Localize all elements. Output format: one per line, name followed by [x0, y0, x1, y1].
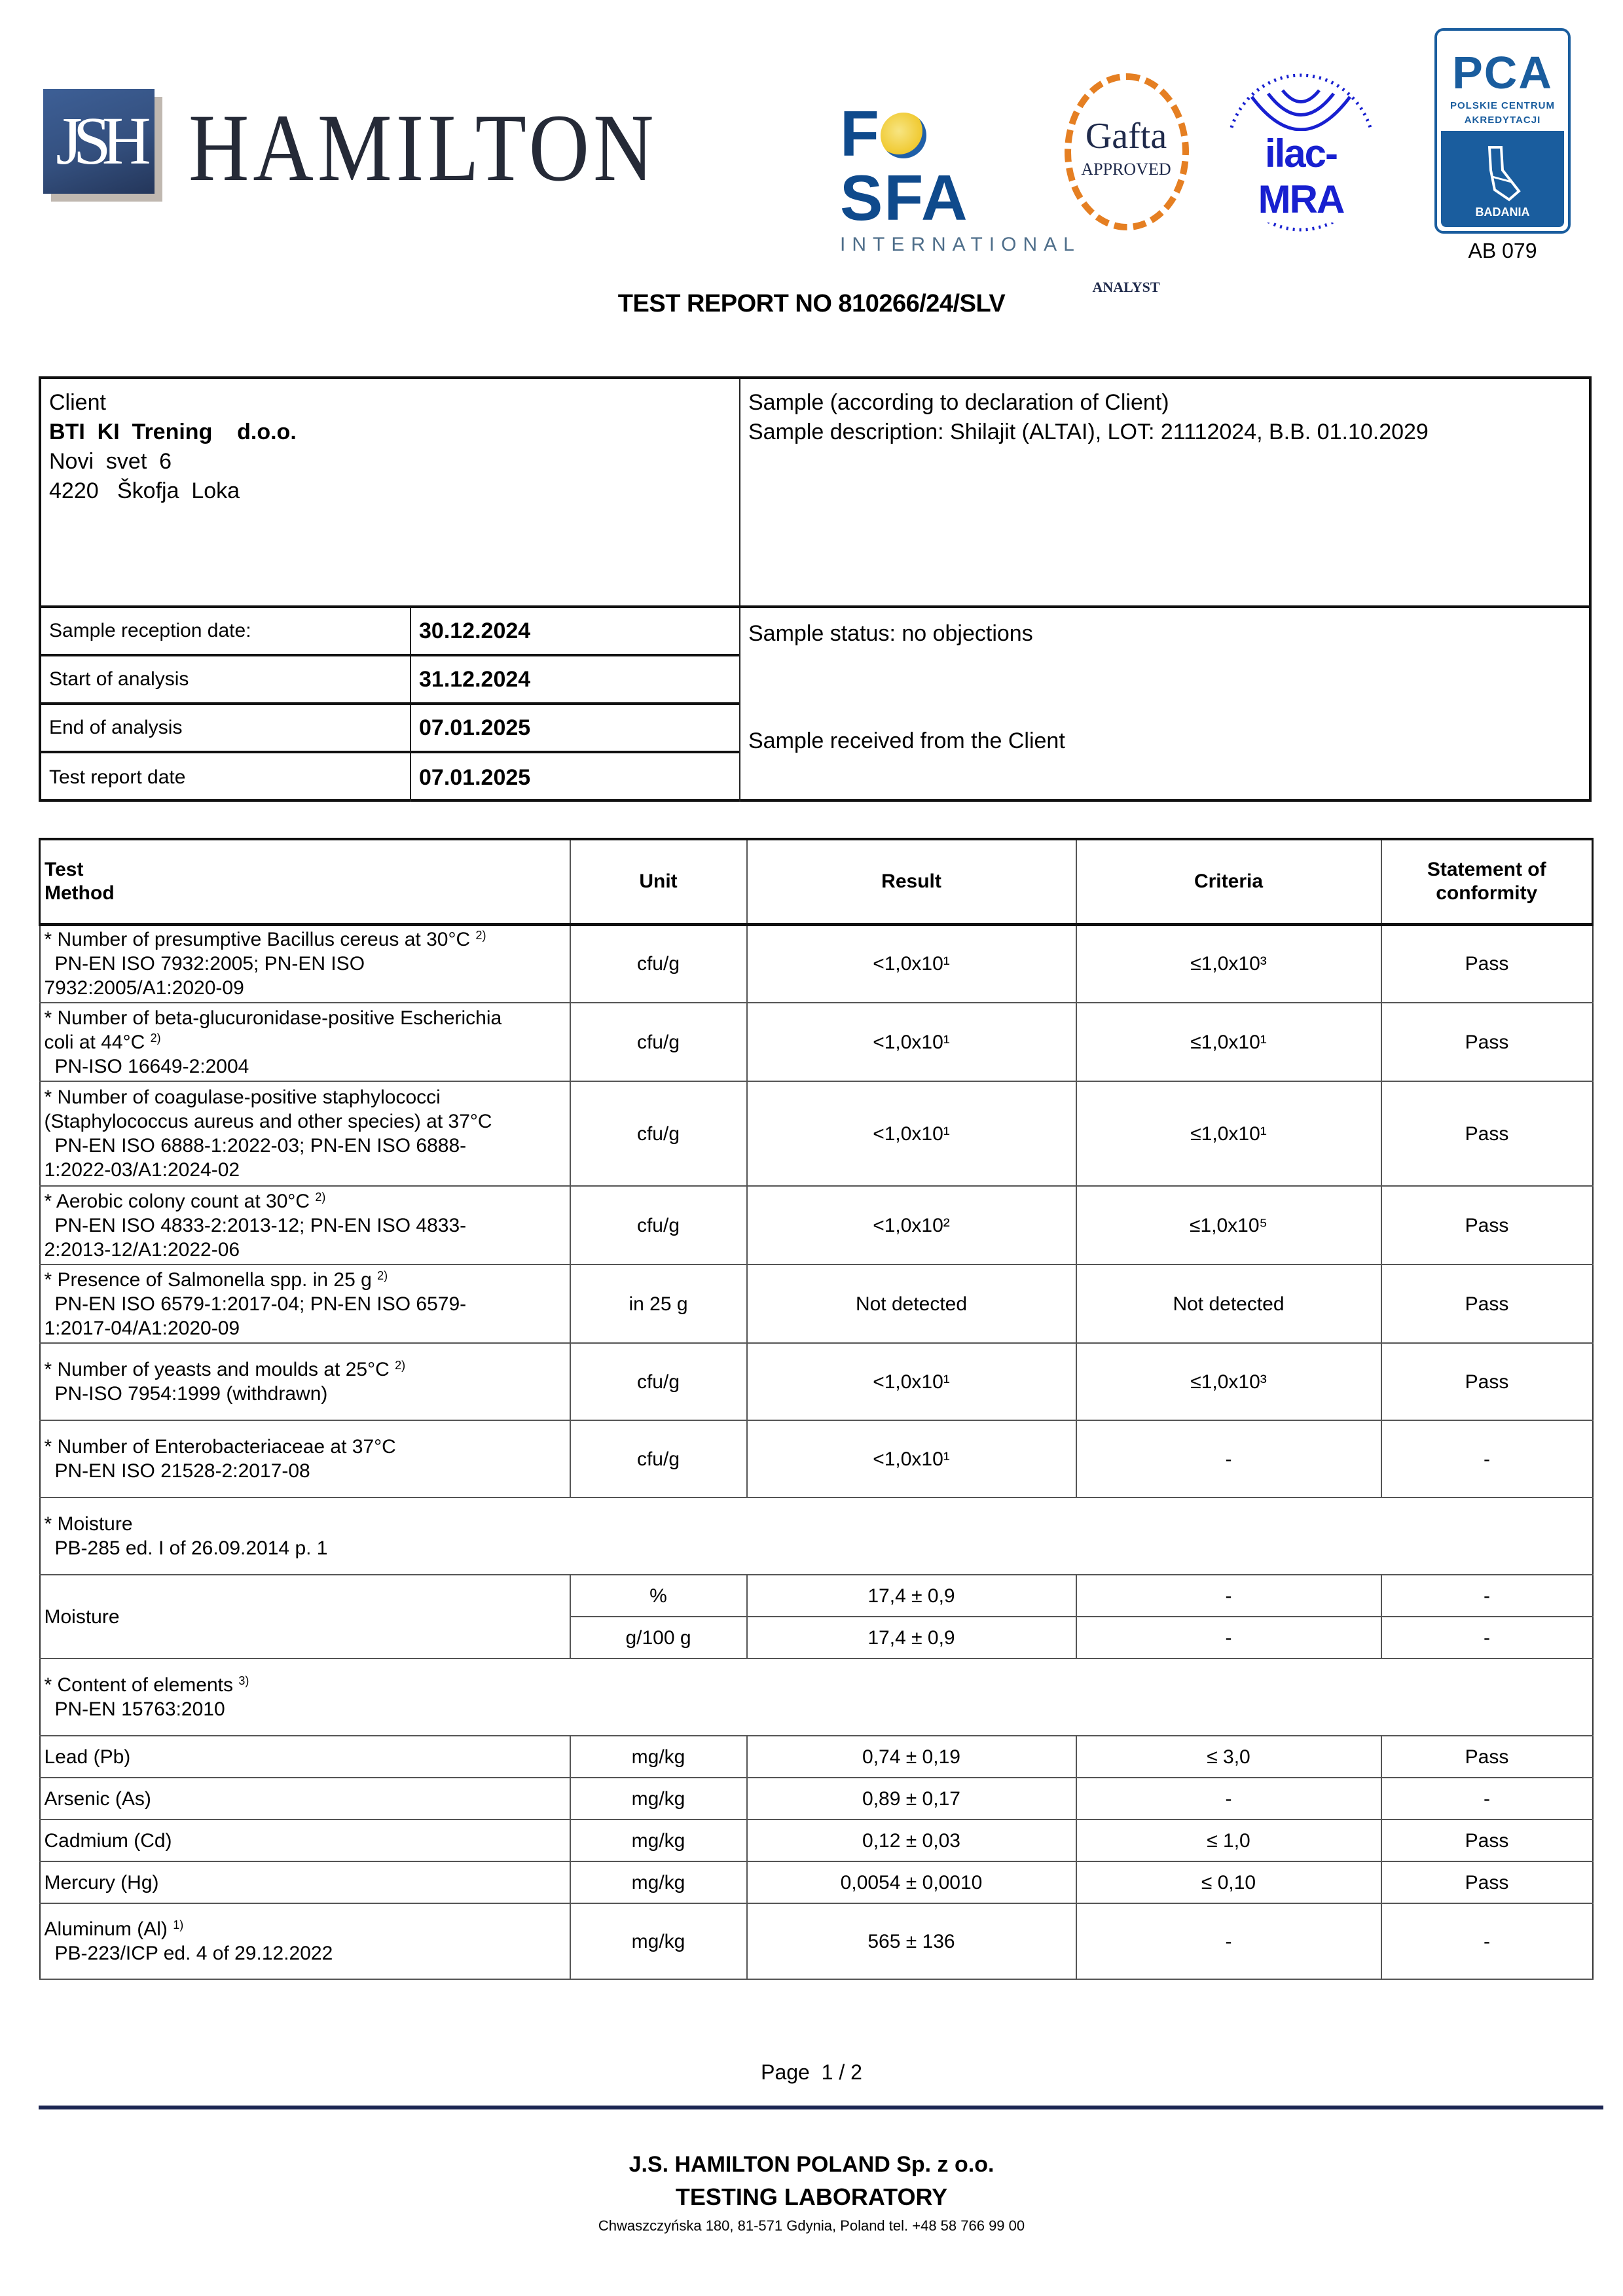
- fosfa-logo: [840, 98, 1081, 256]
- unit-cell: mg/kg: [570, 1778, 747, 1820]
- criteria-cell: ≤1,0x10¹: [1076, 1003, 1381, 1081]
- unit-cell: cfu/g: [570, 1186, 747, 1265]
- moisture-label: Moisture: [40, 1575, 570, 1659]
- unit-cell: cfu/g: [570, 1343, 747, 1420]
- test-name: * Number of Enterobacteriaceae at 37°C: [44, 1436, 396, 1458]
- sample-label: Sample (according to declaration of Client): [748, 390, 1169, 415]
- pca-line-1: POLSKIE CENTRUM: [1450, 100, 1555, 111]
- sample-status: Sample status: no objections: [748, 621, 1033, 646]
- result-cell: <1,0x10¹: [747, 924, 1076, 1003]
- criteria-cell: ≤1,0x10³: [1076, 1343, 1381, 1420]
- sample-block: [748, 388, 1429, 447]
- test-method-cont: 7932:2005/A1:2020-09: [44, 977, 244, 999]
- table-row: [40, 1736, 1593, 1778]
- conformity-cell: -: [1381, 1617, 1593, 1659]
- report-info-box: [39, 376, 1592, 802]
- date-row-end: [41, 705, 739, 753]
- element-name: Lead (Pb): [40, 1736, 570, 1778]
- date-label: End of analysis: [41, 705, 411, 751]
- date-value: 30.12.2024: [419, 618, 531, 643]
- unit-cell: mg/kg: [570, 1820, 747, 1861]
- hamilton-wordmark: HAMILTON: [189, 94, 658, 202]
- conformity-cell: Pass: [1381, 1265, 1593, 1343]
- result-cell: <1,0x10²: [747, 1186, 1076, 1265]
- conformity-cell: Pass: [1381, 1186, 1593, 1265]
- section-cell: [40, 1659, 1593, 1736]
- unit-cell: %: [570, 1575, 747, 1617]
- criteria-cell: -: [1076, 1903, 1381, 1979]
- client-street: Novi svet 6: [49, 449, 172, 474]
- results-table: [39, 838, 1594, 1980]
- conformity-cell: Pass: [1381, 1736, 1593, 1778]
- date-label: Sample reception date:: [41, 608, 411, 654]
- gafta-name: Gafta: [1085, 116, 1167, 156]
- criteria-cell: ≤ 0,10: [1076, 1861, 1381, 1903]
- date-value: 31.12.2024: [419, 666, 531, 692]
- table-row: [40, 1186, 1593, 1265]
- test-name: * Presence of Salmonella spp. in 25 g: [44, 1268, 372, 1291]
- section-title: * Moisture: [44, 1513, 133, 1535]
- result-cell: 17,4 ± 0,9: [747, 1575, 1076, 1617]
- unit-cell: g/100 g: [570, 1617, 747, 1659]
- table-row: [40, 924, 1593, 1003]
- page-number: Page 1 / 2: [761, 2060, 862, 2084]
- criteria-cell: -: [1076, 1617, 1381, 1659]
- section-method: PN-EN 15763:2010: [54, 1698, 225, 1720]
- criteria-cell: ≤1,0x10⁵: [1076, 1186, 1381, 1265]
- unit-cell: cfu/g: [570, 1420, 747, 1498]
- result-cell: Not detected: [747, 1265, 1076, 1343]
- pca-badania-label: BADANIA: [1475, 206, 1530, 219]
- unit-cell: mg/kg: [570, 1861, 747, 1903]
- section-cell: [40, 1498, 1593, 1575]
- date-value: 07.01.2025: [419, 715, 531, 740]
- conformity-cell: Pass: [1381, 924, 1593, 1003]
- conformity-cell: Pass: [1381, 1861, 1593, 1903]
- result-cell: 0,89 ± 0,17: [747, 1778, 1076, 1820]
- header-unit: Unit: [570, 839, 747, 924]
- date-row-start: [41, 656, 739, 705]
- table-row: [40, 1575, 1593, 1617]
- table-row: [40, 1265, 1593, 1343]
- result-cell: <1,0x10¹: [747, 1343, 1076, 1420]
- date-label: Start of analysis: [41, 656, 411, 702]
- fosfa-wordmark: FSFA: [840, 98, 969, 234]
- footnote-ref: 2): [150, 1031, 161, 1045]
- criteria-cell: ≤1,0x10³: [1076, 924, 1381, 1003]
- test-cell: [40, 1081, 570, 1186]
- date-row-reception: [41, 608, 739, 656]
- table-row: [40, 1003, 1593, 1081]
- unit-cell: cfu/g: [570, 1003, 747, 1081]
- footnote-ref: 2): [315, 1190, 326, 1204]
- element-name: Aluminum (Al): [44, 1918, 168, 1940]
- element-name: Cadmium (Cd): [40, 1820, 570, 1861]
- test-method: PN-EN ISO 6579-1:2017-04; PN-EN ISO 6579-: [54, 1293, 467, 1315]
- conformity-cell: Pass: [1381, 1343, 1593, 1420]
- criteria-cell: Not detected: [1076, 1265, 1381, 1343]
- section-title: * Content of elements: [44, 1674, 234, 1696]
- conformity-cell: -: [1381, 1903, 1593, 1979]
- test-method: PN-ISO 16649-2:2004: [54, 1055, 249, 1077]
- conformity-cell: Pass: [1381, 1081, 1593, 1186]
- test-name: * Aerobic colony count at 30°C: [44, 1190, 310, 1212]
- flask-icon: [1483, 144, 1522, 203]
- footer-divider: [39, 2106, 1603, 2109]
- dates-table: [41, 608, 739, 802]
- test-cell: [40, 1343, 570, 1420]
- unit-cell: cfu/g: [570, 924, 747, 1003]
- table-row: [40, 1420, 1593, 1498]
- test-name: * Number of coagulase-positive staphylococci: [44, 1086, 441, 1108]
- result-cell: <1,0x10¹: [747, 1420, 1076, 1498]
- sample-description: Sample description: Shilajit (ALTAI), LOT: 21112024, B.B. 01.10.2029: [748, 420, 1429, 444]
- date-row-report: [41, 753, 739, 802]
- header-result: Result: [747, 839, 1076, 924]
- client-label: Client: [49, 390, 106, 415]
- conformity-cell: Pass: [1381, 1820, 1593, 1861]
- unit-cell: mg/kg: [570, 1736, 747, 1778]
- gafta-logo: [1061, 72, 1192, 295]
- header-conformity: [1381, 839, 1593, 924]
- element-name: Arsenic (As): [40, 1778, 570, 1820]
- test-cell: [40, 924, 570, 1003]
- criteria-cell: ≤1,0x10¹: [1076, 1081, 1381, 1186]
- test-method: PN-ISO 7954:1999 (withdrawn): [54, 1383, 328, 1405]
- result-cell: 17,4 ± 0,9: [747, 1617, 1076, 1659]
- globe-icon: [881, 113, 926, 158]
- footnote-ref: 1): [173, 1918, 184, 1931]
- header-method: Method: [45, 882, 115, 904]
- date-value: 07.01.2025: [419, 764, 531, 790]
- test-name: * Number of beta-glucuronidase-positive Escherichia: [44, 1007, 502, 1029]
- gafta-approved: APPROVED: [1081, 160, 1171, 179]
- client-name: BTI KI Trening d.o.o.: [49, 420, 297, 444]
- element-name: Mercury (Hg): [40, 1861, 570, 1903]
- unit-cell: in 25 g: [570, 1265, 747, 1343]
- date-label: Test report date: [41, 753, 411, 802]
- section-row-elements: [40, 1659, 1593, 1736]
- test-cell: [40, 1003, 570, 1081]
- unit-cell: mg/kg: [570, 1903, 747, 1979]
- report-title: TEST REPORT NO 810266/24/SLV: [617, 290, 1006, 317]
- test-method-cont: 2:2013-12/A1:2022-06: [44, 1238, 240, 1261]
- test-name-cont: (Staphylococcus aureus and other species) at 37°C: [44, 1111, 492, 1132]
- accreditation-number: AB 079: [1468, 239, 1537, 262]
- result-cell: 0,74 ± 0,19: [747, 1736, 1076, 1778]
- pca-badania-panel: [1441, 131, 1564, 227]
- result-cell: 0,0054 ± 0,0010: [747, 1861, 1076, 1903]
- section-row-moisture: [40, 1498, 1593, 1575]
- conformity-cell: -: [1381, 1575, 1593, 1617]
- test-method: PN-EN ISO 6888-1:2022-03; PN-EN ISO 6888-: [54, 1135, 467, 1157]
- section-method: PB-285 ed. I of 26.09.2014 p. 1: [54, 1537, 328, 1559]
- footnote-ref: 2): [377, 1268, 388, 1282]
- footer-address: Chwaszczyńska 180, 81-571 Gdynia, Poland tel. +48 58 766 99 00: [598, 2217, 1025, 2234]
- results-header-row: [40, 839, 1593, 924]
- test-name: * Number of presumptive Bacillus cereus at 30°C: [44, 929, 471, 951]
- conformity-cell: Pass: [1381, 1003, 1593, 1081]
- test-method-cont: 1:2022-03/A1:2024-02: [44, 1159, 240, 1181]
- pca-accreditation-badge: [1434, 28, 1571, 234]
- gafta-analyst: ANALYST: [1092, 279, 1160, 295]
- test-method-cont: 1:2017-04/A1:2020-09: [44, 1317, 240, 1339]
- test-cell: [40, 1903, 570, 1979]
- table-row: [40, 1081, 1593, 1186]
- test-cell: [40, 1265, 570, 1343]
- conformity-cell: -: [1381, 1778, 1593, 1820]
- criteria-cell: -: [1076, 1778, 1381, 1820]
- result-cell: <1,0x10¹: [747, 1003, 1076, 1081]
- test-name-cont: coli at 44°C: [44, 1031, 145, 1053]
- result-cell: <1,0x10¹: [747, 1081, 1076, 1186]
- fosfa-subtitle: INTERNATIONAL: [840, 234, 1081, 255]
- footer-lab: TESTING LABORATORY: [675, 2183, 948, 2210]
- logo-monogram: JSH: [43, 89, 155, 194]
- table-row: [40, 1861, 1593, 1903]
- conformity-cell: -: [1381, 1420, 1593, 1498]
- sample-received: Sample received from the Client: [748, 728, 1065, 753]
- footnote-ref: 2): [475, 929, 486, 942]
- criteria-cell: ≤ 3,0: [1076, 1736, 1381, 1778]
- test-name: * Number of yeasts and moulds at 25°C: [44, 1359, 390, 1380]
- table-row: [40, 1778, 1593, 1820]
- test-method: PB-223/ICP ed. 4 of 29.12.2022: [54, 1943, 333, 1964]
- header-test-method: [40, 839, 570, 924]
- pca-line-2: AKREDYTACJI: [1464, 115, 1541, 126]
- criteria-cell: ≤ 1,0: [1076, 1820, 1381, 1861]
- footnote-ref: 2): [395, 1359, 406, 1372]
- pca-wordmark: PCA: [1452, 47, 1553, 98]
- unit-cell: cfu/g: [570, 1081, 747, 1186]
- test-method: PN-EN ISO 4833-2:2013-12; PN-EN ISO 4833-: [54, 1214, 467, 1236]
- criteria-cell: -: [1076, 1420, 1381, 1498]
- result-cell: 565 ± 136: [747, 1903, 1076, 1979]
- table-row: [40, 1903, 1593, 1979]
- table-row: [40, 1343, 1593, 1420]
- hamilton-logo-mark: [43, 89, 160, 199]
- test-method: PN-EN ISO 7932:2005; PN-EN ISO: [54, 953, 365, 975]
- client-block: [49, 388, 297, 506]
- test-cell: [40, 1420, 570, 1498]
- criteria-cell: -: [1076, 1575, 1381, 1617]
- client-city: 4220 Škofja Loka: [49, 478, 240, 503]
- pca-subtitle: [1437, 99, 1568, 128]
- result-cell: 0,12 ± 0,03: [747, 1820, 1076, 1861]
- info-divider-vertical: [739, 379, 740, 802]
- footer-company: J.S. HAMILTON POLAND Sp. z o.o.: [629, 2152, 994, 2177]
- header-conformity-line2: conformity: [1436, 882, 1538, 904]
- test-method: PN-EN ISO 21528-2:2017-08: [54, 1460, 310, 1482]
- footnote-ref: 3): [238, 1674, 249, 1687]
- ilac-mra-text: ilac-MRA: [1222, 131, 1379, 223]
- header-conformity-line1: Statement of: [1427, 858, 1546, 880]
- ilac-mra-logo: [1222, 71, 1379, 234]
- test-cell: [40, 1186, 570, 1265]
- header-criteria: Criteria: [1076, 839, 1381, 924]
- header-test: Test: [45, 858, 84, 880]
- table-row: [40, 1820, 1593, 1861]
